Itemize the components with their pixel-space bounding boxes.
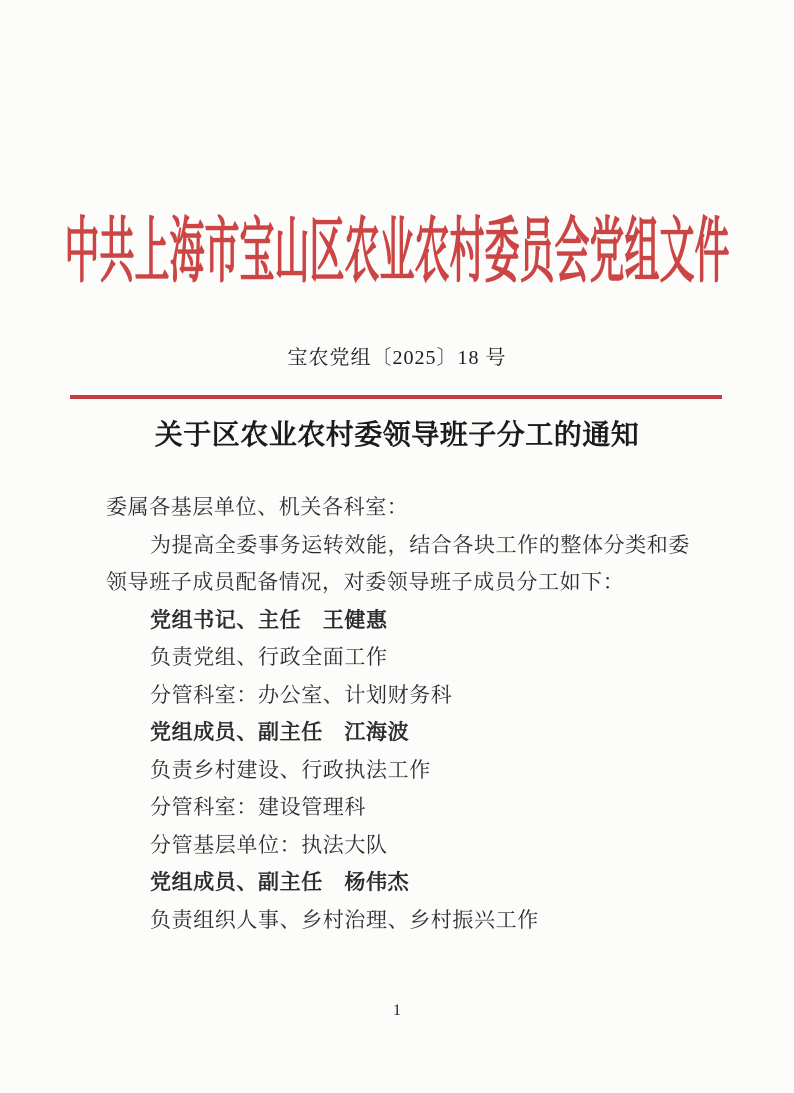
entry-duty: 分管科室：建设管理科 bbox=[150, 795, 366, 819]
entry-role: 党组成员、副主任 江海波 bbox=[150, 720, 410, 744]
leader-entry bbox=[106, 864, 726, 939]
masthead bbox=[0, 211, 794, 292]
intro-line-1: 为提高全委事务运转效能，结合各块工作的整体分类和委 bbox=[150, 532, 690, 557]
red-separator-line bbox=[70, 395, 722, 399]
entry-duty: 负责乡村建设、行政执法工作 bbox=[150, 757, 431, 782]
page-number: 1 bbox=[393, 1002, 401, 1019]
entry-duty: 分管基层单位：执法大队 bbox=[150, 832, 388, 857]
doc-number: 宝农党组〔2025〕18 号 bbox=[287, 347, 507, 369]
entry-duty: 分管科室：办公室、计划财务科 bbox=[150, 682, 453, 707]
leader-entry bbox=[106, 714, 726, 864]
assignments bbox=[106, 602, 726, 940]
notice-title: 关于区农业农村委领导班子分工的通知 bbox=[154, 420, 640, 451]
entry-role: 党组成员、副主任 杨伟杰 bbox=[150, 870, 410, 894]
entry-role: 党组书记、主任 王健惠 bbox=[150, 607, 388, 632]
leader-entry bbox=[106, 602, 726, 715]
entry-duty: 负责党组、行政全面工作 bbox=[150, 645, 388, 669]
intro-line-2: 领导班子成员配备情况，对委领导班子成员分工如下： bbox=[106, 570, 625, 594]
entry-duty: 负责组织人事、乡村治理、乡村振兴工作 bbox=[150, 907, 539, 932]
notice-body bbox=[106, 489, 726, 939]
salutation: 委属各基层单位、机关各科室： bbox=[106, 495, 409, 519]
masthead-title: 中共上海市宝山区农业农村委员会党组文件 bbox=[64, 211, 730, 292]
